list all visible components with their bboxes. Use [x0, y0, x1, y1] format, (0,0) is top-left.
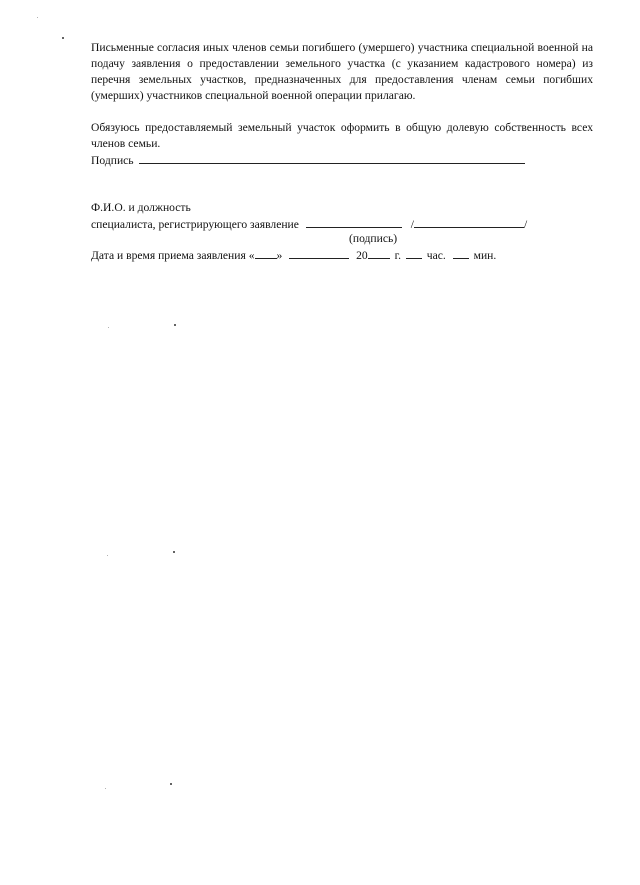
consents-paragraph: Письменные согласия иных членов семьи погибшего (умершего) участника специальной военной на подачу заявления о предоставлении земельного участка (с указанием кадастрового номера) из перечня земельных участков, предназначенных для предоставления членам семьи погибших (умерших) участников специальной военной операции прилагаю.: [91, 41, 593, 102]
scan-speck: [62, 37, 64, 39]
ownership-paragraph: Обязуюсь предоставляемый земельный участок оформить в общую долевую собственность всех членов семьи.: [91, 121, 593, 150]
day-field[interactable]: [255, 247, 277, 259]
scan-speck: [105, 788, 106, 789]
receipt-row: [91, 247, 496, 264]
signature-row: [91, 152, 525, 169]
year-suffix: г.: [394, 249, 401, 262]
specialist-label-line1: Ф.И.О. и должность: [91, 201, 191, 214]
open-quote: «: [248, 249, 255, 262]
receipt-label: Дата и время приема заявления: [91, 249, 246, 262]
hours-field[interactable]: [406, 247, 422, 259]
close-quote: »: [276, 249, 283, 262]
signature-caption: (подпись): [349, 232, 398, 245]
minutes-field[interactable]: [453, 247, 469, 259]
scan-speck: [108, 327, 109, 328]
scan-speck: [174, 324, 176, 326]
signature-field[interactable]: [139, 152, 525, 164]
scan-speck: [37, 17, 38, 18]
scan-speck: [170, 783, 172, 785]
specialist-name-field[interactable]: [414, 216, 524, 228]
specialist-row: [91, 216, 527, 233]
slash-separator: /: [410, 218, 414, 231]
month-field[interactable]: [289, 247, 349, 259]
specialist-label-line2: специалиста, регистрирующего заявление: [91, 218, 299, 231]
scan-speck: [173, 551, 175, 553]
scan-speck: [107, 555, 108, 556]
year-field[interactable]: [368, 247, 390, 259]
minutes-label: мин.: [473, 249, 497, 262]
year-prefix: 20: [356, 249, 368, 262]
specialist-signature-field[interactable]: [306, 216, 402, 228]
signature-label: Подпись: [91, 154, 134, 167]
hours-label: час.: [426, 249, 446, 262]
slash-separator: /: [523, 218, 528, 231]
